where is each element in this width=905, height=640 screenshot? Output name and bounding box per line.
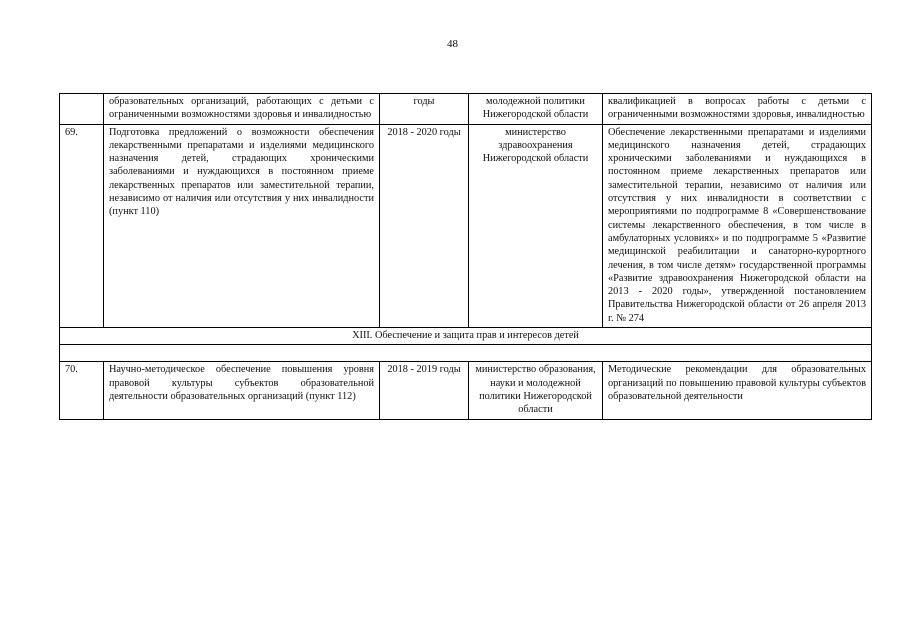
activity-cell: Научно-методическое обеспечение повышения уровня правовой культуры субъектов образовательной деятельности образовательных организаций (пункт 112)	[104, 362, 380, 419]
spacer-row	[60, 345, 872, 362]
row-number: 69.	[60, 124, 104, 327]
table-row-69	[60, 124, 872, 327]
row-number	[60, 94, 104, 125]
page-number: 48	[447, 38, 458, 50]
row-number: 70.	[60, 362, 104, 419]
result-cell: Методические рекомендации для образовательных организаций по повышению правовой культуры субъектов образовательной деятельности	[603, 362, 872, 419]
term-cell: годы	[380, 94, 469, 125]
table-row-continued	[60, 94, 872, 125]
term-cell: 2018 - 2019 годы	[380, 362, 469, 419]
responsible-cell: министерство здравоохранения Нижегородской области	[469, 124, 603, 327]
section-heading-row	[60, 328, 872, 345]
activity-cell: образовательных организаций, работающих с детьми с ограниченными возможностями здоровья и инвалидностью	[104, 94, 380, 125]
term-cell: 2018 - 2020 годы	[380, 124, 469, 327]
responsible-cell: молодежной политики Нижегородской области	[469, 94, 603, 125]
spacer-cell	[60, 345, 872, 362]
action-plan-table	[59, 93, 872, 420]
section-heading: XIII. Обеспечение и защита прав и интересов детей	[60, 328, 872, 345]
activity-cell: Подготовка предложений о возможности обеспечения лекарственными препаратами и изделиями медицинского назначения детей, страдающих хроническими заболеваниями и нуждающихся в постоянном приеме лекарственных препаратов или заместительной терапии, независимо от наличия или отсутствия у них инвалидности (пункт 110)	[104, 124, 380, 327]
result-cell: квалификацией в вопросах работы с детьми с ограниченными возможностями здоровья, инвалидностью	[603, 94, 872, 125]
responsible-cell: министерство образования, науки и молодежной политики Нижегородской области	[469, 362, 603, 419]
result-cell: Обеспечение лекарственными препаратами и изделиями медицинского назначения детей, страдающих хроническими заболеваниями и нуждающихся в постоянном приеме лекарственных препаратов или заместительной терапии, независимо от наличия или отсутствия у них инвалидности в соответствии с мероприятиями по подпрограмме 8 «Совершенствование системы лекарственного обеспечения, в том числе в амбулаторных условиях» и по подпрограмме 5 «Развитие медицинской реабилитации и санаторно-курортного лечения, в том числе детям» государственной программы «Развитие здравоохранения Нижегородской области на 2013 - 2020 годы», утвержденной постановлением Правительства Нижегородской области от 26 апреля 2013 г. № 274	[603, 124, 872, 327]
table-row-70	[60, 362, 872, 419]
